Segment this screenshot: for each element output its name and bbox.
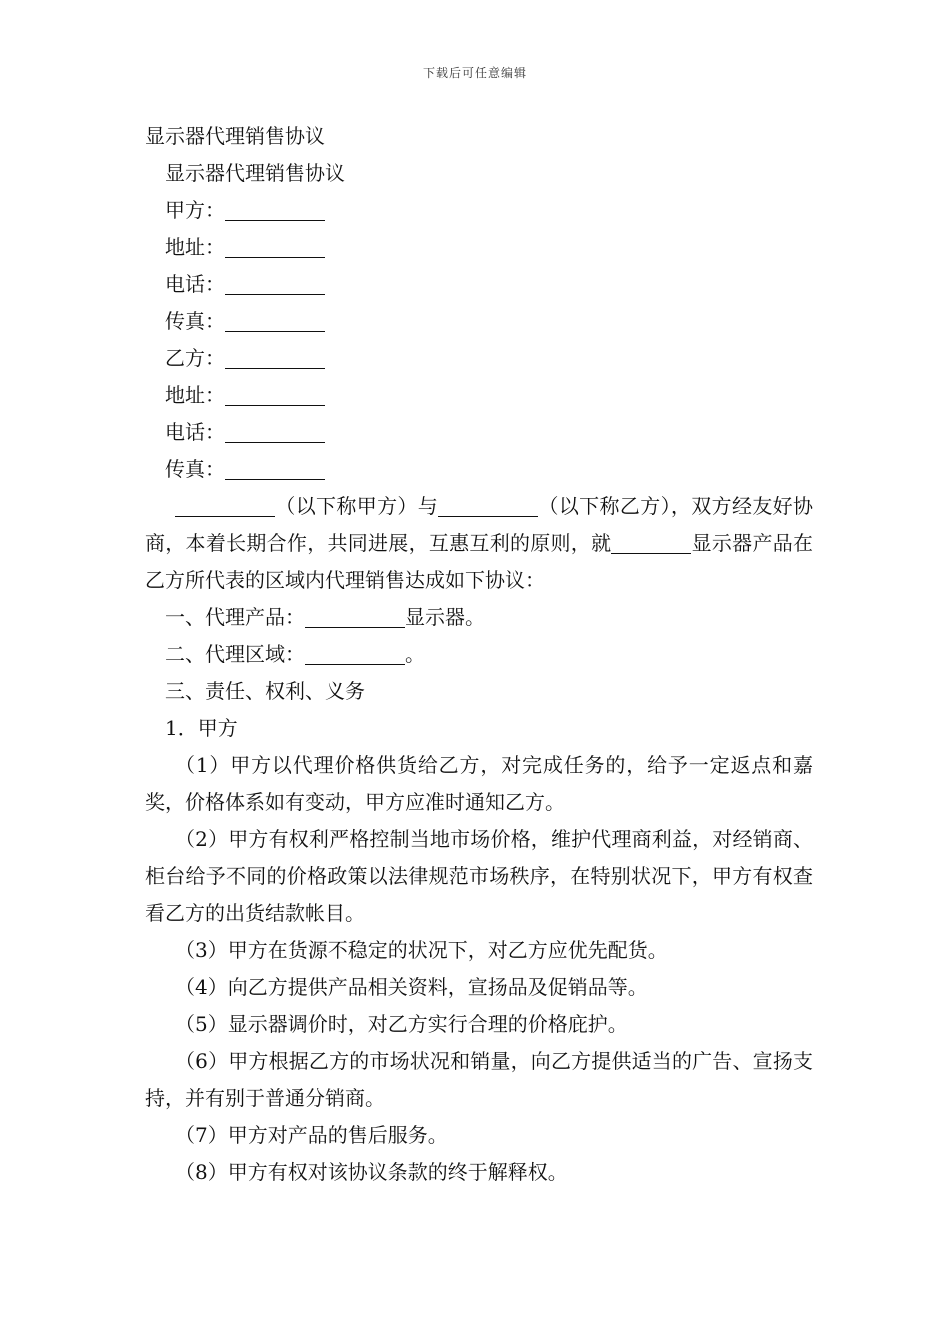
party-a-address-row [145,229,813,266]
clause-item-2: （2）甲方有权利严格控制当地市场价格，维护代理商利益，对经销商、柜台给予不同的价格政策以法律规范市场秩序，在特别状况下，甲方有权查看乙方的出货结款帐目。 [145,827,813,925]
intro-part3: 显示器产品在乙方所代表的区域内代理销售达成如下协议： [145,531,814,592]
party-b-name-row [145,340,813,377]
party-a-fax-row [145,303,813,340]
section1-row [145,599,813,636]
subsection1-heading: 1．甲方 [165,716,238,740]
party-b-name-label: 乙方： [165,346,225,370]
party-b-phone-blank[interactable] [225,420,325,443]
intro-product-blank[interactable] [611,531,691,554]
party-b-name-blank[interactable] [225,346,325,369]
intro-party-b-blank[interactable] [438,494,538,517]
section2-label: 二、代理区域： [165,642,305,666]
document-body [145,118,813,1191]
clause-item-4: （4）向乙方提供产品相关资料，宣扬品及促销品等。 [175,975,648,999]
party-b-fax-blank[interactable] [225,457,325,480]
party-a-name-label: 甲方： [165,198,225,222]
party-b-fax-label: 传真： [165,457,225,481]
party-a-address-blank[interactable] [225,235,325,258]
intro-part2: （以下称乙方），双方经友好协商，本着长期合作，共同进展，互惠互利的原则，就 [145,494,814,555]
section2-region-blank[interactable] [305,642,405,665]
party-b-fax-row [145,451,813,488]
party-a-phone-row [145,266,813,303]
document-subtitle: 显示器代理销售协议 [165,161,345,185]
party-b-phone-label: 电话： [165,420,225,444]
clause-item-3: （3）甲方在货源不稳定的状况下，对乙方应优先配货。 [175,938,668,962]
party-a-phone-blank[interactable] [225,272,325,295]
party-a-address-label: 地址： [165,235,225,259]
party-a-fax-label: 传真： [165,309,225,333]
clause-item-5: （5）显示器调价时，对乙方实行合理的价格庇护。 [175,1012,628,1036]
clause-item-1: （1）甲方以代理价格供货给乙方，对完成任务的，给予一定返点和嘉奖，价格体系如有变动，甲方应准时通知乙方。 [145,753,813,814]
section1-label: 一、代理产品： [165,605,305,629]
party-b-address-blank[interactable] [225,383,325,406]
clause-item-7: （7）甲方对产品的售后服务。 [175,1123,448,1147]
section2-row [145,636,813,673]
party-a-phone-label: 电话： [165,272,225,296]
section2-suffix: 。 [405,642,425,666]
section3-heading: 三、责任、权利、义务 [165,679,365,703]
section1-suffix: 显示器。 [405,605,485,629]
header-note: 下载后可任意编辑 [422,66,527,80]
party-a-name-blank[interactable] [225,198,325,221]
party-a-name-row [145,192,813,229]
section1-product-blank[interactable] [305,605,405,628]
clause-item-8: （8）甲方有权对该协议条款的终于解释权。 [175,1160,568,1184]
intro-paragraph [145,488,813,599]
party-b-address-row [145,377,813,414]
intro-party-a-blank[interactable] [175,494,275,517]
document-title: 显示器代理销售协议 [145,124,325,148]
intro-part1: （以下称甲方）与 [275,494,439,518]
clause-item-6: （6）甲方根据乙方的市场状况和销量，向乙方提供适当的广告、宣扬支持，并有别于普通分销商。 [145,1049,813,1110]
party-b-address-label: 地址： [165,383,225,407]
party-b-phone-row [145,414,813,451]
party-a-fax-blank[interactable] [225,309,325,332]
